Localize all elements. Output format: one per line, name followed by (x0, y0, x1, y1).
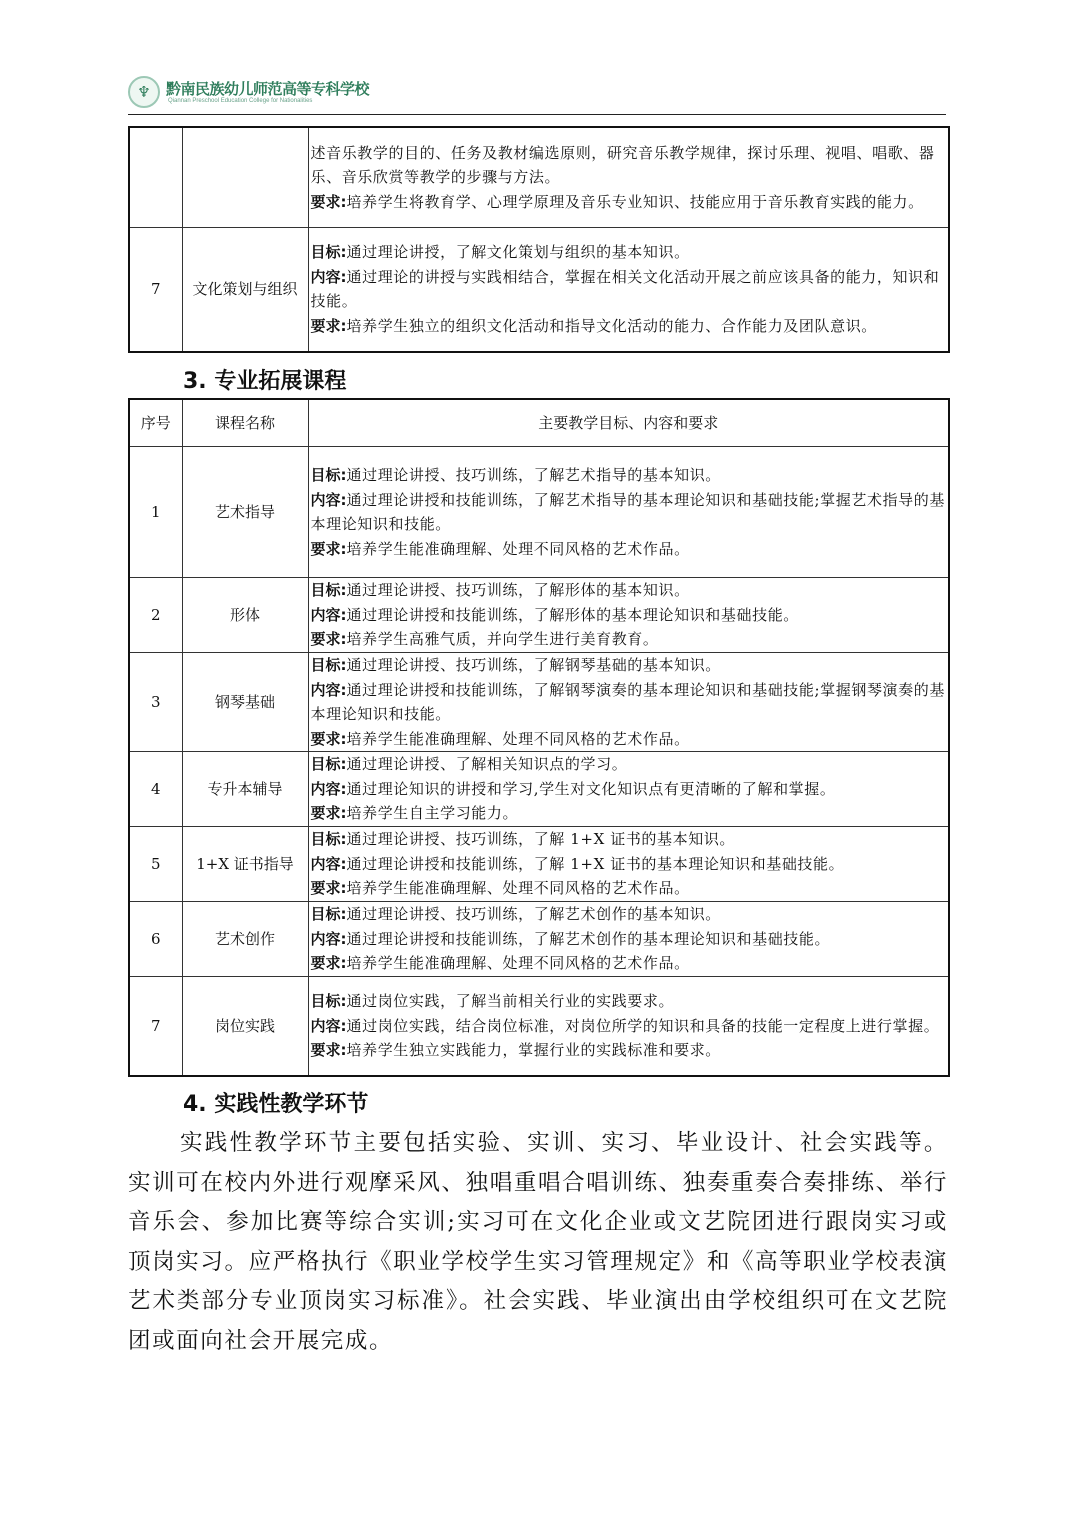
core-course-table-continued (128, 126, 950, 353)
requirement-text: 培养学生能准确理解、处理不同风格的艺术作品。 (346, 954, 690, 973)
goal-text: 通过理论讲授，了解文化策划与组织的基本知识。 (346, 243, 690, 262)
section-4-heading: 4. 实践性教学环节 (183, 1092, 369, 1117)
school-name-cn: 黔南民族幼儿师范高等专科学校 (166, 80, 370, 98)
course-name (182, 127, 308, 227)
requirement-label: 要求: (310, 1041, 347, 1059)
requirement-text: 培养学生能准确理解、处理不同风格的艺术作品。 (346, 879, 690, 898)
content-label: 内容: (310, 1016, 347, 1035)
content-line (311, 927, 948, 952)
course-description (308, 977, 949, 1076)
requirement-label: 要求: (310, 539, 347, 558)
row-number: 7 (129, 977, 182, 1076)
course-name: 专升本辅导 (182, 752, 308, 827)
course-description (308, 447, 949, 578)
goal-label: 目标: (310, 992, 347, 1010)
requirement-text: 培养学生高雅气质，并向学生进行美育教育。 (346, 630, 659, 649)
requirement-text: 培养学生独立的组织文化活动和指导文化活动的能力、合作能力及团队意识。 (346, 316, 877, 335)
goal-label: 目标: (310, 656, 347, 674)
content-line (311, 265, 948, 314)
content-text: 通过理论知识的讲授和学习,学生对文化知识点有更清晰的了解和掌握。 (346, 779, 836, 798)
goal-text: 通过理论讲授、技巧训练，了解 1+X 证书的基本知识。 (346, 830, 736, 849)
goal-line (311, 463, 948, 488)
extension-course-table (128, 398, 950, 1077)
table-row (129, 827, 949, 902)
requirement-line (311, 951, 948, 976)
course-description (308, 827, 949, 902)
row-number: 6 (129, 902, 182, 977)
course-name: 艺术指导 (182, 447, 308, 578)
content-label: 内容: (310, 680, 347, 699)
requirement-text: 培养学生能准确理解、处理不同风格的艺术作品。 (346, 539, 690, 558)
content-text: 通过理论讲授和技能训练，了解 1+X 证书的基本理论知识和基础技能。 (346, 854, 845, 873)
description-text: 述音乐教学的目的、任务及教材编选原则，研究音乐教学规律，探讨乐理、视唱、唱歌、器乐、音乐欣赏等教学的步骤与方法。 (310, 143, 935, 186)
requirement-line (311, 627, 948, 652)
goal-text: 通过理论讲授、技巧训练，了解钢琴基础的基本知识。 (346, 656, 721, 674)
content-label: 内容: (310, 267, 347, 286)
row-number (129, 127, 182, 227)
content-line (311, 678, 948, 727)
requirement-label: 要求: (310, 804, 347, 823)
content-text: 通过理论讲授和技能训练，了解艺术指导的基本理论知识和基础技能;掌握艺术指导的基本理论知识和技能。 (310, 490, 945, 533)
practice-paragraph: 实践性教学环节主要包括实验、实训、实习、毕业设计、社会实践等。实训可在校内外进行观摩采风、独唱重唱合唱训练、独奏重奏合奏排练、举行音乐会、参加比赛等综合实训;实习可在文化企业或文艺院团进行跟岗实习或顶岗实习。应严格执行《职业学校学生实习管理规定》和《高等职业学校表演艺术类部分专业顶岗实习标准》。社会实践、毕业演出由学校组织可在文艺院团或面向社会开展完成。 (128, 1130, 948, 1354)
goal-text: 通过理论讲授、技巧训练，了解形体的基本知识。 (346, 581, 690, 600)
page-header (128, 72, 946, 116)
goal-label: 目标: (310, 905, 347, 924)
table-row (129, 752, 949, 827)
row-number: 1 (129, 447, 182, 578)
course-description (308, 752, 949, 827)
course-name: 艺术创作 (182, 902, 308, 977)
content-label: 内容: (310, 854, 347, 873)
goal-label: 目标: (310, 581, 347, 600)
requirement-line (311, 727, 948, 752)
content-text: 通过理论讲授和技能训练，了解形体的基本理论知识和基础技能。 (346, 605, 799, 624)
requirement-text: 培养学生独立实践能力，掌握行业的实践标准和要求。 (346, 1041, 721, 1059)
goal-line (311, 989, 948, 1014)
requirement-text: 培养学生自主学习能力。 (346, 804, 519, 823)
row-number: 2 (129, 578, 182, 653)
requirement-line (311, 801, 948, 826)
requirement-label: 要求: (310, 630, 347, 649)
goal-text: 通过理论讲授、技巧训练，了解艺术指导的基本知识。 (346, 466, 721, 484)
goal-line (311, 902, 948, 927)
goal-label: 目标: (310, 755, 347, 774)
goal-label: 目标: (310, 830, 347, 849)
goal-text: 通过理论讲授、技巧训练，了解艺术创作的基本知识。 (346, 905, 721, 924)
column-header-description: 主要教学目标、内容和要求 (308, 399, 949, 447)
course-description (308, 653, 949, 752)
requirement-label: 要求: (310, 192, 347, 211)
school-emblem-icon: ♆ (128, 76, 160, 108)
row-number: 3 (129, 653, 182, 752)
requirement-line (311, 1038, 948, 1063)
header-divider (128, 114, 946, 115)
course-name: 钢琴基础 (182, 653, 308, 752)
table-row (129, 227, 949, 352)
course-description (308, 127, 949, 227)
school-name-en: Qiannan Preschool Education College for Nationalities (168, 98, 313, 104)
course-description (308, 227, 949, 352)
goal-line (311, 752, 948, 777)
row-number: 4 (129, 752, 182, 827)
column-header-number: 序号 (129, 399, 182, 447)
section-3-heading: 3. 专业拓展课程 (183, 369, 347, 394)
requirement-line (311, 190, 948, 215)
course-description (308, 902, 949, 977)
content-text: 通过岗位实践，结合岗位标准，对岗位所学的知识和具备的技能一定程度上进行掌握。 (346, 1016, 940, 1035)
requirement-label: 要求: (310, 316, 347, 335)
content-label: 内容: (310, 779, 347, 798)
course-name: 岗位实践 (182, 977, 308, 1076)
requirement-line (311, 537, 948, 562)
requirement-line (311, 876, 948, 901)
requirement-line (311, 314, 948, 339)
content-label: 内容: (310, 490, 347, 509)
content-line (311, 852, 948, 877)
row-number: 7 (129, 227, 182, 352)
goal-line (311, 240, 948, 265)
course-name: 文化策划与组织 (182, 227, 308, 352)
content-line (311, 488, 948, 537)
content-line (311, 603, 948, 628)
requirement-label: 要求: (310, 879, 347, 898)
goal-text: 通过岗位实践，了解当前相关行业的实践要求。 (346, 992, 675, 1010)
requirement-text: 培养学生能准确理解、处理不同风格的艺术作品。 (346, 729, 690, 748)
goal-label: 目标: (310, 466, 347, 484)
table-row (129, 902, 949, 977)
course-name: 形体 (182, 578, 308, 653)
table-row (129, 578, 949, 653)
requirement-text: 培养学生将教育学、心理学原理及音乐专业知识、技能应用于音乐教育实践的能力。 (346, 192, 924, 211)
goal-line (311, 653, 948, 678)
table-header-row (129, 399, 949, 447)
content-text: 通过理论讲授和技能训练，了解钢琴演奏的基本理论知识和基础技能;掌握钢琴演奏的基本理论知识和技能。 (310, 680, 945, 723)
content-text: 通过理论的讲授与实践相结合，掌握在相关文化活动开展之前应该具备的能力，知识和技能。 (310, 267, 940, 311)
row-number: 5 (129, 827, 182, 902)
content-line (311, 1014, 948, 1039)
goal-label: 目标: (310, 243, 347, 262)
content-line (311, 777, 948, 802)
course-description (308, 578, 949, 653)
content-label: 内容: (310, 929, 347, 948)
requirement-label: 要求: (310, 954, 347, 973)
table-row (129, 977, 949, 1076)
table-row (129, 653, 949, 752)
column-header-course-name: 课程名称 (182, 399, 308, 447)
table-row (129, 127, 949, 227)
goal-text: 通过理论讲授、了解相关知识点的学习。 (346, 755, 628, 774)
requirement-label: 要求: (310, 729, 347, 748)
content-label: 内容: (310, 605, 347, 624)
table-row (129, 447, 949, 578)
content-text: 通过理论讲授和技能训练，了解艺术创作的基本理论知识和基础技能。 (346, 929, 831, 948)
goal-line (311, 827, 948, 852)
course-name: 1+X 证书指导 (182, 827, 308, 902)
goal-line (311, 578, 948, 603)
